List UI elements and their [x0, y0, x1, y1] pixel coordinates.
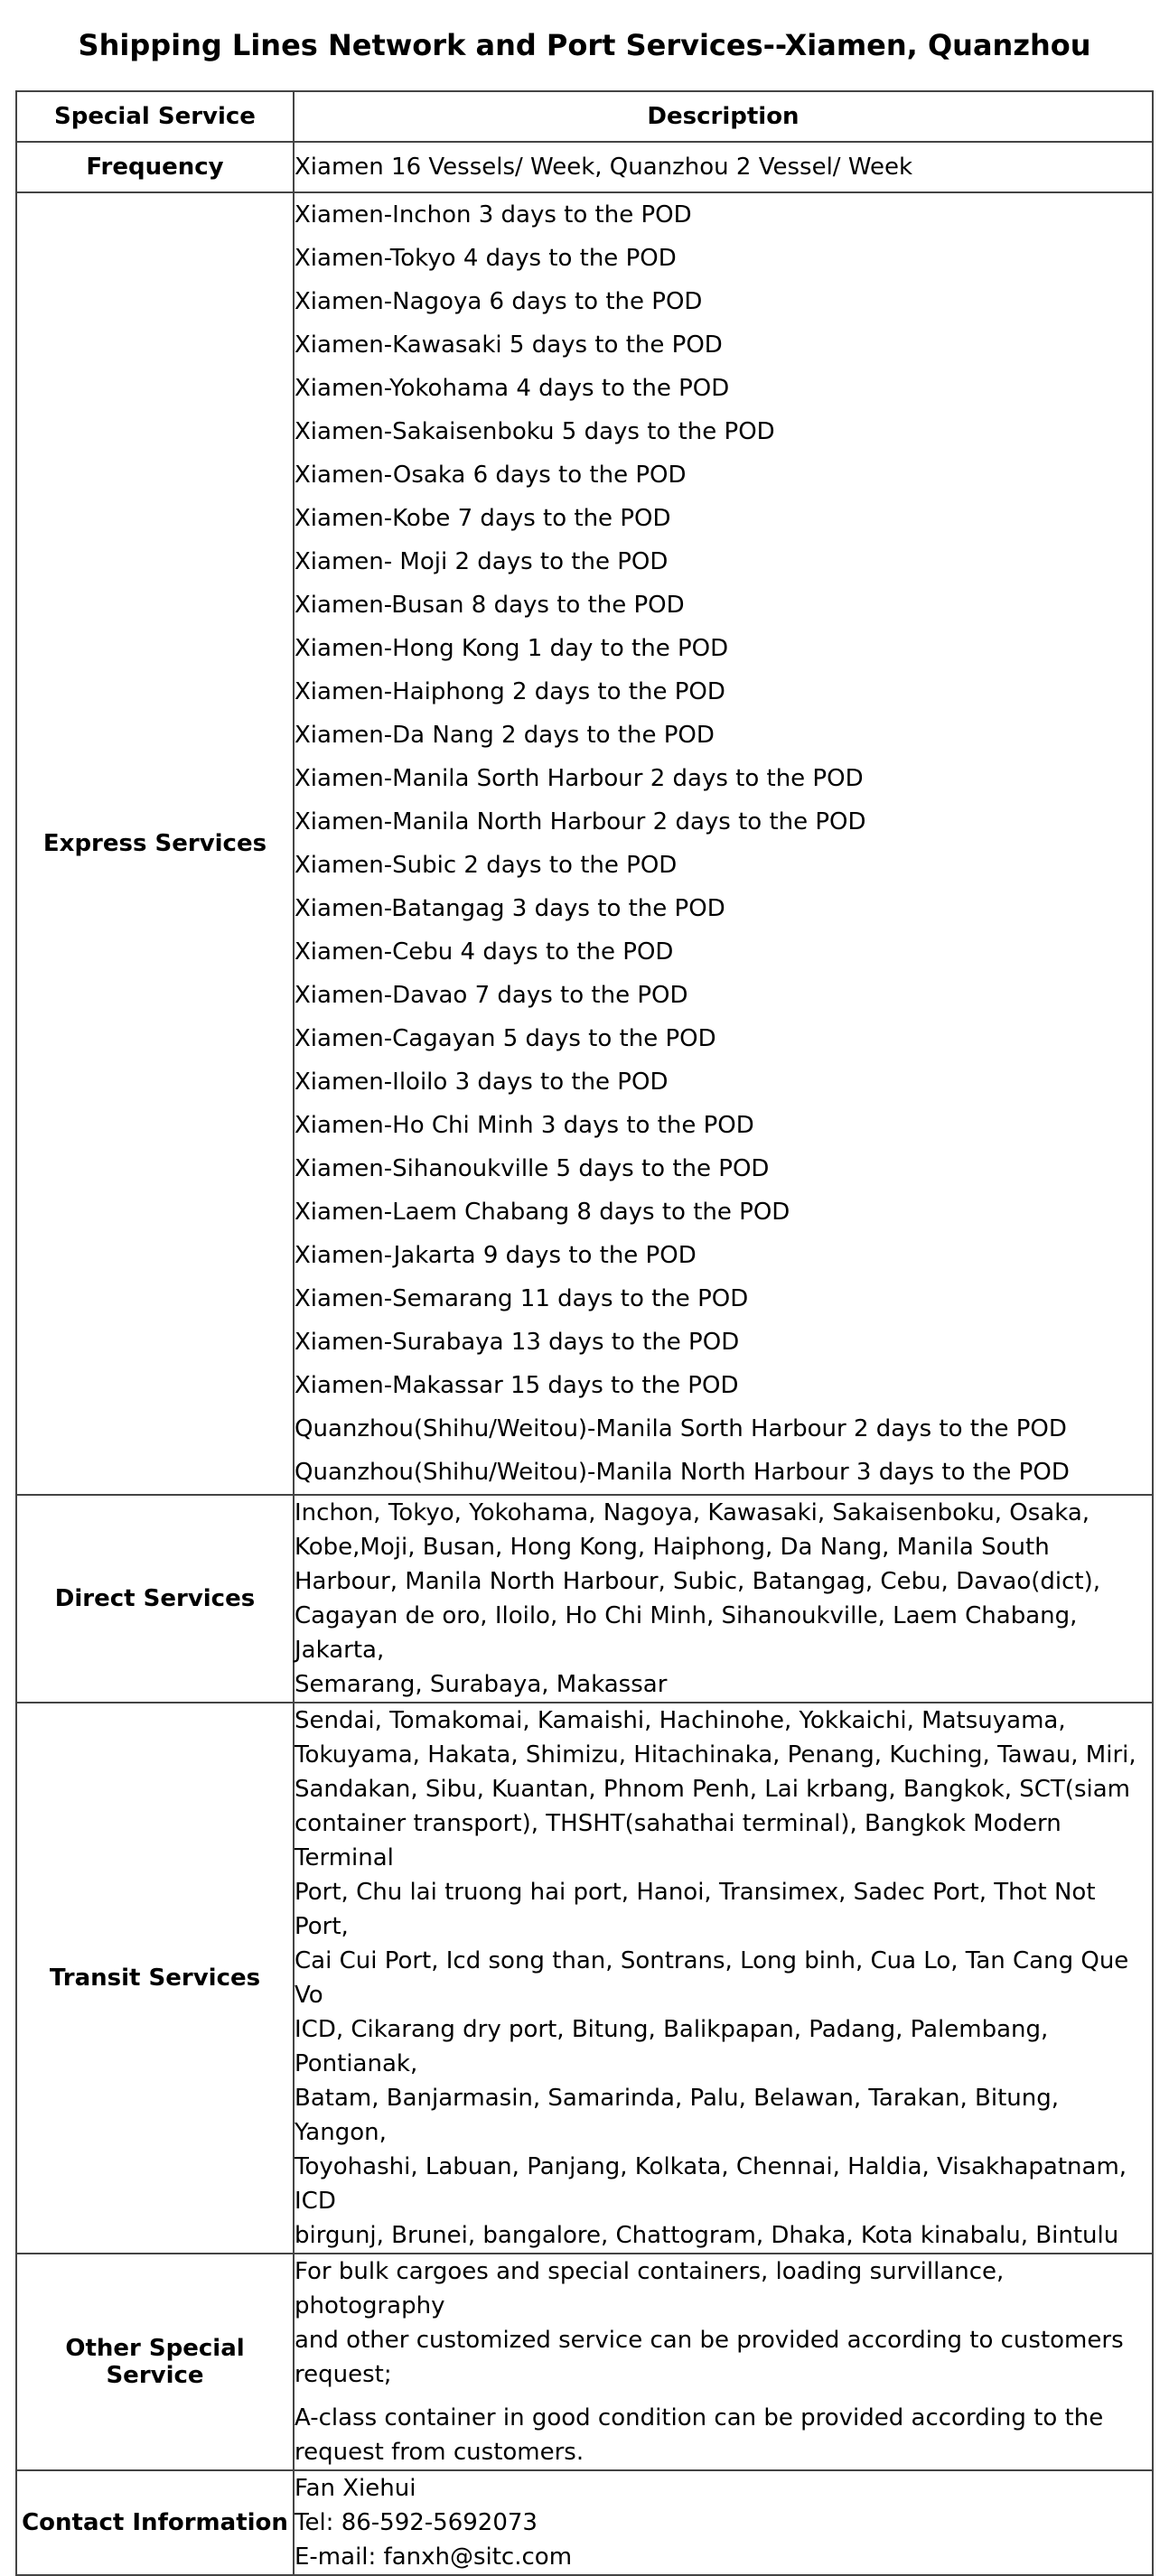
- direct-line: Harbour, Manila North Harbour, Subic, Batangag, Cebu, Davao(dict),: [295, 1568, 1101, 1595]
- transit-line: container transport), THSHT(sahathai terminal), Bangkok Modern Terminal: [295, 1810, 1061, 1871]
- express-line: Xiamen-Subic 2 days to the POD: [295, 852, 678, 879]
- express-line: Xiamen-Cagayan 5 days to the POD: [295, 1025, 716, 1052]
- express-services-description: [294, 192, 1153, 1495]
- other-line: and other customized service can be provided according to customers: [295, 2327, 1124, 2354]
- express-line: Xiamen-Sakaisenboku 5 days to the POD: [295, 418, 775, 445]
- contact-information-description: [294, 2470, 1153, 2575]
- express-line: Xiamen-Tokyo 4 days to the POD: [295, 245, 677, 272]
- page-title: Shipping Lines Network and Port Services--Xiamen, Quanzhou: [78, 28, 1091, 62]
- contact-email: E-mail: fanxh@sitc.com: [295, 2543, 573, 2571]
- frequency-text: Xiamen 16 Vessels/ Week, Quanzhou 2 Vessel/ Week: [295, 154, 913, 181]
- express-line: Xiamen-Ho Chi Minh 3 days to the POD: [295, 1112, 754, 1139]
- express-line: Xiamen-Da Nang 2 days to the POD: [295, 722, 715, 749]
- row-other-special-service: [16, 2254, 1153, 2470]
- contact-phone: Tel: 86-592-5692073: [295, 2509, 538, 2536]
- express-line: Xiamen-Davao 7 days to the POD: [295, 982, 688, 1009]
- express-line: Quanzhou(Shihu/Weitou)-Manila North Harbour 3 days to the POD: [295, 1459, 1070, 1486]
- other-special-service-description: [294, 2254, 1153, 2470]
- transit-line: Sendai, Tomakomai, Kamaishi, Hachinohe, Yokkaichi, Matsuyama,: [295, 1707, 1066, 1734]
- express-line: Xiamen-Iloilo 3 days to the POD: [295, 1069, 669, 1096]
- other-special-service-label: Other Special Service: [16, 2254, 294, 2470]
- transit-line: Port, Chu lai truong hai port, Hanoi, Transimex, Sadec Port, Thot Not Port,: [295, 1879, 1096, 1940]
- transit-line: Cai Cui Port, Icd song than, Sontrans, Long binh, Cua Lo, Tan Cang Que Vo: [295, 1947, 1129, 2009]
- transit-line: birgunj, Brunei, bangalore, Chattogram, Dhaka, Kota kinabalu, Bintulu: [295, 2222, 1119, 2249]
- row-contact-information: [16, 2470, 1153, 2575]
- express-line: Xiamen-Haiphong 2 days to the POD: [295, 678, 725, 705]
- frequency-label: Frequency: [16, 142, 294, 192]
- direct-line: Semarang, Surabaya, Makassar: [295, 1671, 668, 1698]
- express-line: Xiamen-Batangag 3 days to the POD: [295, 895, 725, 922]
- express-line: Xiamen-Laem Chabang 8 days to the POD: [295, 1199, 790, 1226]
- transit-services-description: [294, 1703, 1153, 2254]
- transit-line: Batam, Banjarmasin, Samarinda, Palu, Belawan, Tarakan, Bitung, Yangon,: [295, 2085, 1060, 2146]
- express-line: Xiamen-Surabaya 13 days to the POD: [295, 1329, 740, 1356]
- express-line: Xiamen-Sihanoukville 5 days to the POD: [295, 1155, 770, 1182]
- services-table: [15, 90, 1154, 2576]
- header-description: Description: [294, 91, 1153, 142]
- transit-services-label: Transit Services: [16, 1703, 294, 2254]
- direct-services-label: Direct Services: [16, 1495, 294, 1703]
- express-line: Xiamen-Kobe 7 days to the POD: [295, 505, 671, 532]
- express-line: Xiamen-Cebu 4 days to the POD: [295, 938, 674, 966]
- express-line: Xiamen-Nagoya 6 days to the POD: [295, 288, 703, 315]
- row-frequency: [16, 142, 1153, 192]
- other-line: request from customers.: [295, 2439, 584, 2466]
- other-line: For bulk cargoes and special containers, loading survillance, photography: [295, 2258, 1005, 2319]
- contact-information-label: Contact Information: [16, 2470, 294, 2575]
- express-line: Xiamen-Makassar 15 days to the POD: [295, 1372, 739, 1399]
- express-line: Xiamen-Jakarta 9 days to the POD: [295, 1242, 697, 1269]
- express-line: Xiamen-Busan 8 days to the POD: [295, 592, 685, 619]
- row-express-services: [16, 192, 1153, 1495]
- table-header-row: [16, 91, 1153, 142]
- express-line: Xiamen-Osaka 6 days to the POD: [295, 462, 687, 489]
- frequency-description: [294, 142, 1153, 192]
- header-special-service: Special Service: [16, 91, 294, 142]
- express-line: Xiamen-Manila North Harbour 2 days to the POD: [295, 808, 866, 835]
- direct-line: Inchon, Tokyo, Yokohama, Nagoya, Kawasaki, Sakaisenboku, Osaka,: [295, 1499, 1090, 1526]
- express-services-label: Express Services: [16, 192, 294, 1495]
- other-line: request;: [295, 2361, 392, 2388]
- transit-line: Toyohashi, Labuan, Panjang, Kolkata, Chennai, Haldia, Visakhapatnam, ICD: [295, 2153, 1127, 2215]
- transit-line: Tokuyama, Hakata, Shimizu, Hitachinaka, Penang, Kuching, Tawau, Miri,: [295, 1741, 1136, 1769]
- express-line: Xiamen-Semarang 11 days to the POD: [295, 1285, 749, 1312]
- express-line: Quanzhou(Shihu/Weitou)-Manila Sorth Harbour 2 days to the POD: [295, 1415, 1067, 1442]
- row-direct-services: [16, 1495, 1153, 1703]
- transit-line: Sandakan, Sibu, Kuantan, Phnom Penh, Lai krbang, Bangkok, SCT(siam: [295, 1776, 1130, 1803]
- contact-name: Fan Xiehui: [295, 2475, 416, 2502]
- other-line: A-class container in good condition can be provided according to the: [295, 2404, 1104, 2431]
- express-line: Xiamen-Hong Kong 1 day to the POD: [295, 635, 729, 662]
- direct-services-description: [294, 1495, 1153, 1703]
- express-line: Xiamen- Moji 2 days to the POD: [295, 548, 669, 575]
- express-line: Xiamen-Yokohama 4 days to the POD: [295, 375, 730, 402]
- transit-line: ICD, Cikarang dry port, Bitung, Balikpapan, Padang, Palembang, Pontianak,: [295, 2016, 1049, 2077]
- express-line: Xiamen-Manila Sorth Harbour 2 days to the POD: [295, 765, 864, 792]
- direct-line: Cagayan de oro, Iloilo, Ho Chi Minh, Sihanoukville, Laem Chabang, Jakarta,: [295, 1602, 1078, 1664]
- row-transit-services: [16, 1703, 1153, 2254]
- express-line: Xiamen-Kawasaki 5 days to the POD: [295, 331, 723, 359]
- express-line: Xiamen-Inchon 3 days to the POD: [295, 201, 692, 229]
- direct-line: Kobe,Moji, Busan, Hong Kong, Haiphong, Da Nang, Manila South: [295, 1534, 1050, 1561]
